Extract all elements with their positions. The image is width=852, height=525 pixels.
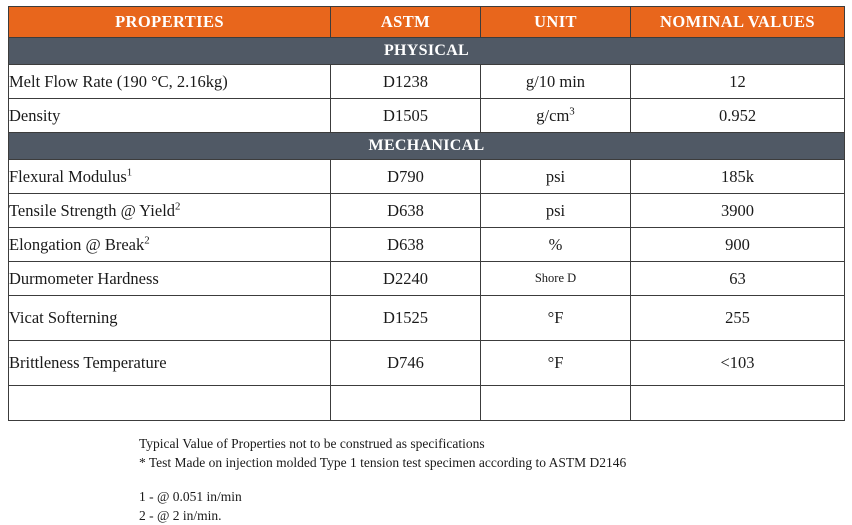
properties-table bbox=[8, 6, 845, 421]
cell-value: <103 bbox=[631, 341, 845, 386]
section-row-physical bbox=[9, 38, 845, 65]
cell-unit: psi bbox=[481, 160, 631, 194]
cell-property: Tensile Strength @ Yield$^2$ bbox=[9, 194, 331, 228]
cell-property: Elongation @ Break$^2$ bbox=[9, 228, 331, 262]
cell-astm: D1238 bbox=[331, 65, 481, 99]
cell-property: Brittleness Temperature bbox=[9, 341, 331, 386]
cell-astm: D2240 bbox=[331, 262, 481, 296]
footnote-rate-1: 1 - @ 0.051 in/min bbox=[139, 488, 844, 507]
cell-astm: D1525 bbox=[331, 296, 481, 341]
footnote-test-method: * Test Made on injection molded Type 1 tension test specimen according to ASTM D2146 bbox=[139, 454, 844, 473]
table-row bbox=[9, 160, 845, 194]
header-row bbox=[9, 7, 845, 38]
cell-value: 3900 bbox=[631, 194, 845, 228]
cell-astm: D638 bbox=[331, 228, 481, 262]
cell-value: 0.952 bbox=[631, 99, 845, 133]
cell-property: Melt Flow Rate (190 °C, 2.16kg) bbox=[9, 65, 331, 99]
column-header-astm: ASTM bbox=[331, 7, 481, 38]
cell-unit: Shore D bbox=[481, 262, 631, 296]
cell-value: 900 bbox=[631, 228, 845, 262]
footnote-rate-2: 2 - @ 2 in/min. bbox=[139, 507, 844, 525]
cell-unit: $g/cm^3$ bbox=[481, 99, 631, 133]
cell-astm bbox=[331, 386, 481, 421]
table-row bbox=[9, 65, 845, 99]
cell-astm: D1505 bbox=[331, 99, 481, 133]
table-row bbox=[9, 99, 845, 133]
cell-value: 255 bbox=[631, 296, 845, 341]
table-body bbox=[9, 38, 845, 421]
cell-unit: g/10 min bbox=[481, 65, 631, 99]
footnotes bbox=[139, 435, 844, 525]
cell-property: Vicat Softerning bbox=[9, 296, 331, 341]
cell-property bbox=[9, 386, 331, 421]
cell-property: Flexural Modulus$^1$ bbox=[9, 160, 331, 194]
cell-unit: psi bbox=[481, 194, 631, 228]
section-row-mechanical bbox=[9, 133, 845, 160]
cell-value: 185k bbox=[631, 160, 845, 194]
cell-astm: D790 bbox=[331, 160, 481, 194]
cell-value bbox=[631, 386, 845, 421]
cell-unit: °F bbox=[481, 296, 631, 341]
cell-value: 12 bbox=[631, 65, 845, 99]
cell-astm: D746 bbox=[331, 341, 481, 386]
table-row bbox=[9, 296, 845, 341]
column-header-unit: UNIT bbox=[481, 7, 631, 38]
column-header-properties: PROPERTIES bbox=[9, 7, 331, 38]
table-header bbox=[9, 7, 845, 38]
footnote-spacer bbox=[139, 472, 844, 488]
footnote-typical-value: Typical Value of Properties not to be construed as specifications bbox=[139, 435, 844, 454]
table-row bbox=[9, 341, 845, 386]
table-row bbox=[9, 386, 845, 421]
column-header-nominal-values: NOMINAL VALUES bbox=[631, 7, 845, 38]
table-row bbox=[9, 194, 845, 228]
cell-property: Durmometer Hardness bbox=[9, 262, 331, 296]
section-title-physical: PHYSICAL bbox=[9, 38, 845, 65]
cell-unit: % bbox=[481, 228, 631, 262]
section-title-mechanical: MECHANICAL bbox=[9, 133, 845, 160]
cell-unit bbox=[481, 386, 631, 421]
cell-unit: °F bbox=[481, 341, 631, 386]
table-row bbox=[9, 262, 845, 296]
cell-astm: D638 bbox=[331, 194, 481, 228]
cell-property: Density bbox=[9, 99, 331, 133]
table-row bbox=[9, 228, 845, 262]
cell-value: 63 bbox=[631, 262, 845, 296]
